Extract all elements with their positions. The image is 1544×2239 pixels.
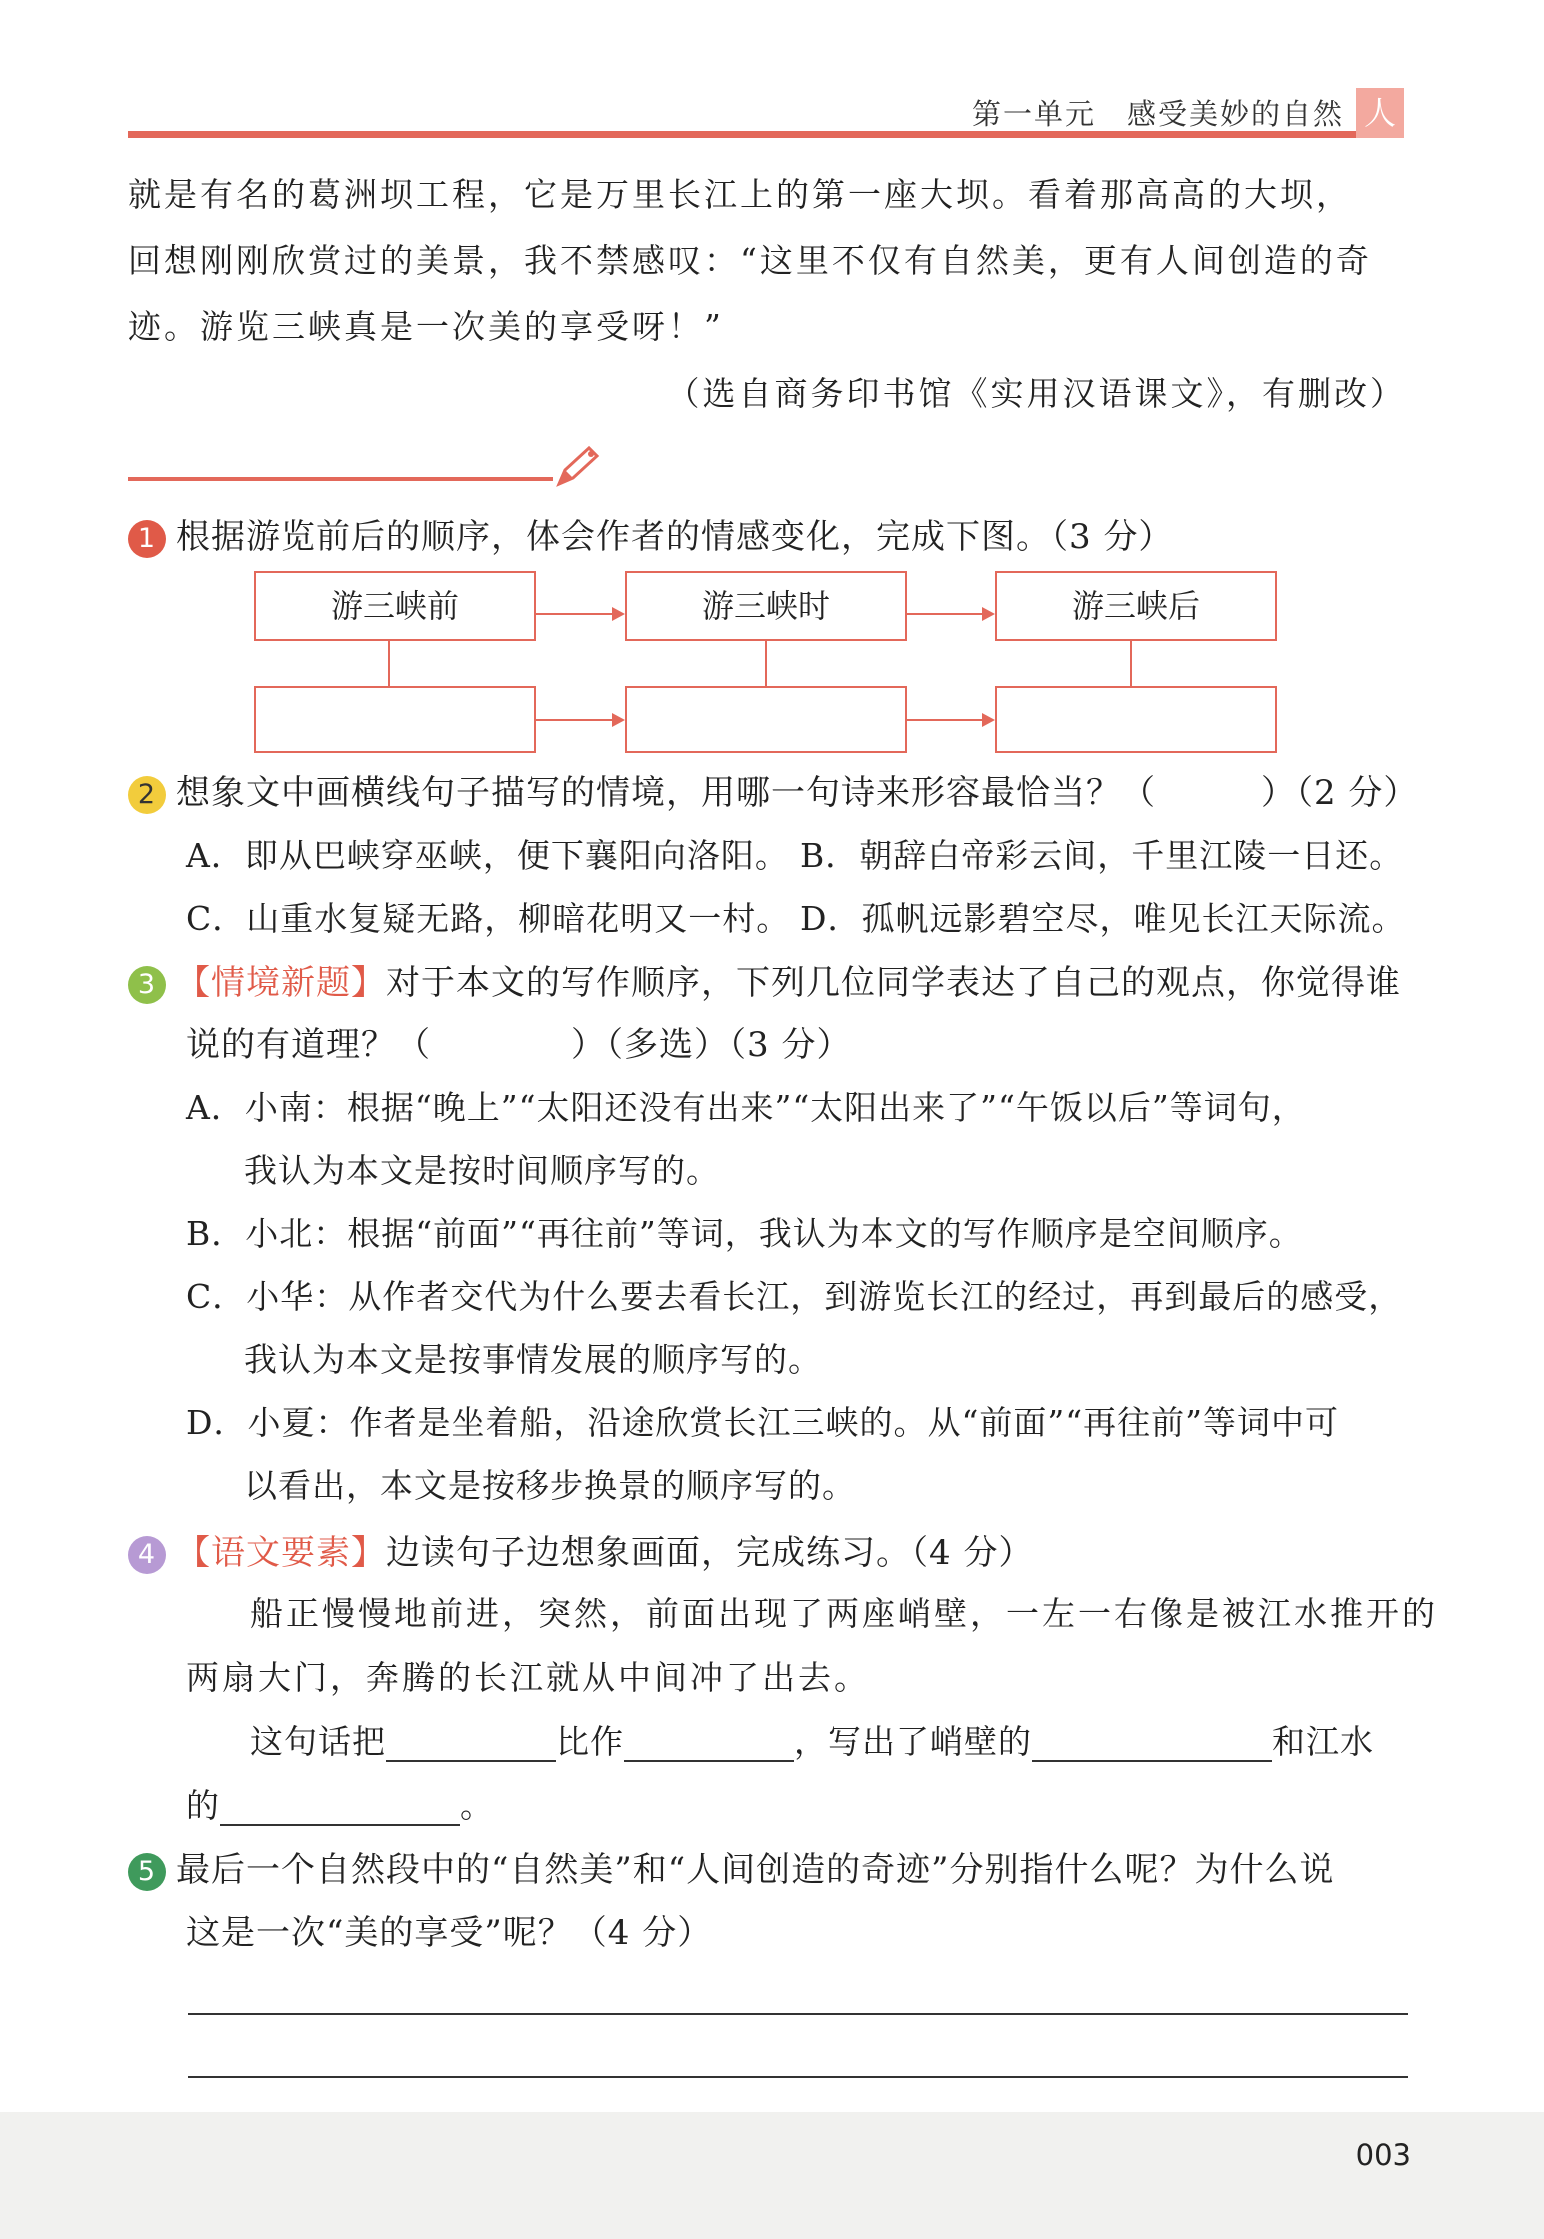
fill-text: 的 [186,1786,220,1825]
arrow-line [536,719,612,721]
header-tab: 人 [1356,88,1404,138]
passage-line: 迹。游览三峡真是一次美的享受呀！” [128,307,724,346]
question-number-badge: 2 [128,776,166,814]
page-footer [0,2112,1544,2239]
question-number-badge: 3 [128,966,166,1004]
pen-icon [555,444,603,488]
quote-line: 船正慢慢地前进，突然，前面出现了两座峭壁，一左一右像是被江水推开的 [250,1594,1438,1633]
question-2 [128,773,1418,814]
option-c-cont: 我认为本文是按事情发展的顺序写的。 [244,1340,822,1379]
arrow-head [982,713,995,727]
arrow-head [612,713,625,727]
fill-text: 这句话把 [250,1722,386,1761]
option-a-cont: 我认为本文是按时间顺序写的。 [244,1151,720,1190]
question-text: 根据游览前后的顺序，体会作者的情感变化，完成下图。（3 分） [176,517,1174,557]
option-b[interactable]: B．小北：根据“前面”“再往前”等词，我认为本文的写作顺序是空间顺序。 [186,1214,1303,1253]
answer-line[interactable] [188,2076,1408,2078]
passage-source: （选自商务印书馆《实用汉语课文》，有删改） [666,374,1406,413]
passage [128,162,1404,360]
question-text: 最后一个自然段中的“自然美”和“人间创造的奇迹”分别指什么呢？为什么说 [176,1850,1335,1890]
blank-1[interactable] [386,1726,556,1762]
fill-in-sentence-cont [186,1786,494,1826]
connector-line [388,641,390,686]
answer-line[interactable] [188,2013,1408,2015]
passage-line: 就是有名的葛洲坝工程，它是万里长江上的第一座大坝。看着那高高的大坝， [128,175,1352,214]
question-5 [128,1850,1335,1891]
question-text-cont: 说的有道理？（ ）（多选）（3 分） [186,1025,852,1065]
question-number-badge: 1 [128,520,166,558]
fill-text: ，写出了峭壁的 [794,1722,1032,1761]
fill-text: 和江水 [1272,1722,1374,1761]
answer-box-during[interactable] [625,686,907,753]
arrow-line [907,613,982,615]
blank-2[interactable] [624,1726,794,1762]
option-c[interactable]: C．小华：从作者交代为什么要去看长江，到游览长江的经过，再到最后的感受， [186,1277,1403,1316]
blank-4[interactable] [220,1790,460,1826]
flow-box-after: 游三峡后 [995,571,1277,641]
option-a[interactable]: A．小南：根据“晚上”“太阳还没有出来”“太阳出来了”“午饭以后”等词句， [186,1088,1306,1127]
question-text: 边读句子边想象画面，完成练习。（4 分） [386,1533,1034,1573]
blank-3[interactable] [1032,1726,1272,1762]
question-3 [128,963,1401,1004]
flow-box-before: 游三峡前 [254,571,536,641]
connector-line [765,641,767,686]
fill-text: 比作 [556,1722,624,1761]
header-rule [128,131,1404,138]
option-d-cont: 以看出，本文是按移步换景的顺序写的。 [244,1466,856,1505]
passage-line: 回想刚刚欣赏过的美景，我不禁感叹：“这里不仅有自然美，更有人间创造的奇 [128,241,1372,280]
question-4 [128,1533,1033,1574]
option-b[interactable]: B．朝辞白帝彩云间，千里江陵一日还。 [800,836,1404,875]
option-a[interactable]: A．即从巴峡穿巫峡，便下襄阳向洛阳。 [186,836,789,875]
page-number: 003 [1355,2138,1411,2172]
section-divider [128,477,553,481]
arrow-line [907,719,982,721]
flow-box-during: 游三峡时 [625,571,907,641]
option-d[interactable]: D．孤帆远影碧空尽，唯见长江天际流。 [800,899,1406,938]
page-header [128,88,1404,138]
quote-line: 两扇大门，奔腾的长江就从中间冲了出去。 [186,1658,870,1697]
unit-title: 第一单元 感受美妙的自然 [971,97,1344,131]
question-tag: 【情境新题】 [176,963,386,1003]
option-d[interactable]: D．小夏：作者是坐着船，沿途欣赏长江三峡的。从“前面”“再往前”等词中可 [186,1403,1339,1442]
question-text-cont: 这是一次“美的享受”呢？（4 分） [186,1913,713,1953]
fill-text: 。 [460,1786,494,1825]
question-text: 想象文中画横线句子描写的情境，用哪一句诗来形容最恰当？（ ）（2 分） [176,773,1419,813]
question-text: 对于本文的写作顺序，下列几位同学表达了自己的观点，你觉得谁 [386,963,1401,1003]
question-number-badge: 5 [128,1853,166,1891]
arrow-line [536,613,612,615]
arrow-head [982,607,995,621]
arrow-head [612,607,625,621]
answer-box-after[interactable] [995,686,1277,753]
question-number-badge: 4 [128,1536,166,1574]
question-tag: 【语文要素】 [176,1533,386,1573]
connector-line [1130,641,1132,686]
answer-box-before[interactable] [254,686,536,753]
question-1 [128,517,1173,558]
option-c[interactable]: C．山重水复疑无路，柳暗花明又一村。 [186,899,791,938]
fill-in-sentence [250,1722,1374,1762]
